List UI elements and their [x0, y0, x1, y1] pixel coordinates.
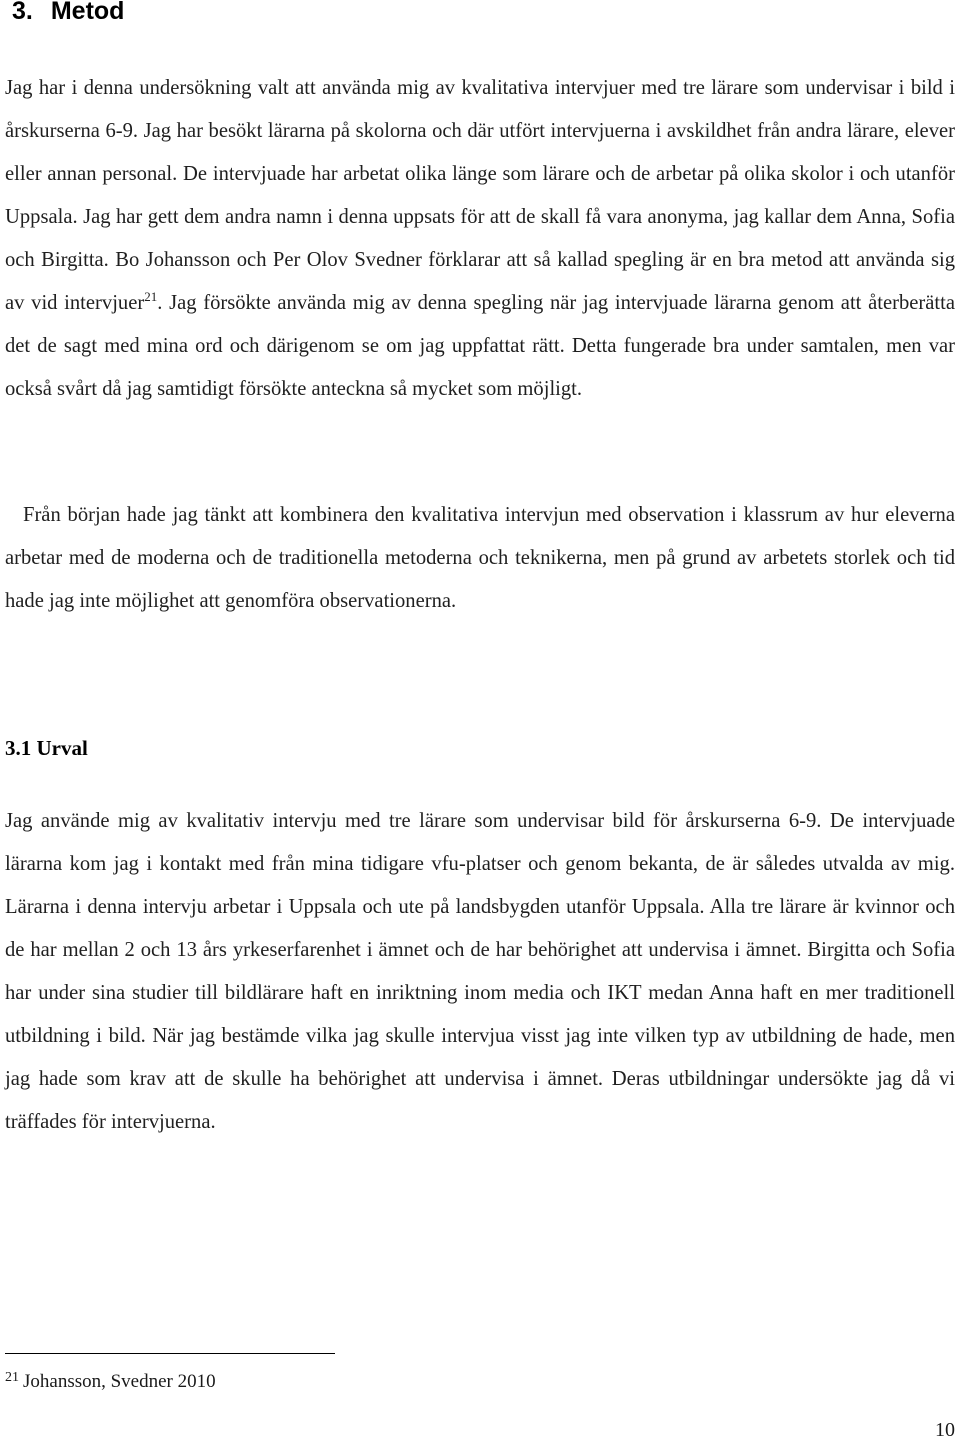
section-number: 3. [12, 0, 33, 25]
footnote-text: Johansson, Svedner 2010 [23, 1371, 216, 1392]
subsection-heading: 3.1 Urval [5, 736, 88, 760]
paragraph-text: Jag har i denna undersökning valt att använda mig av kvalitativa intervjuer med tre lärare som undervisar i bild i årskurserna 6-9. Jag har besökt lärarna på skolorna och där utfört intervjuerna i avskildhet från andra lärare, elever eller annan personal. De intervjuade har arbetat olika länge som lärare och de arbetar på olika skolor i och utanför Uppsala. Jag har gett dem andra namn i denna uppsats för att de skall få vara anonyma, jag kallar dem Anna, Sofia och Birgitta. Bo Johansson och Per Olov Svedner förklarar att så kallad spegling är en bra metod att använda sig av vid intervjuer [5, 77, 955, 314]
paragraph-selection: Jag använde mig av kvalitativ intervju med tre lärare som undervisar bild för årskurserna 6-9. De intervjuade lärarna kom jag i kontakt med från mina tidigare vfu-platser och genom bekanta, de är således utvalda av mig. Lärarna i denna intervju arbetar i Uppsala och ute på landsbygden utanför Uppsala. Alla tre lärare är kvinnor och de har mellan 2 och 13 års yrkeserfarenhet i ämnet och de har behörighet att undervisa i ämnet. Birgitta och Sofia har under sina studier till bildlärare haft en inriktning inom media och IKT medan Anna haft en mer traditionell utbildning i bild. När jag bestämde vilka jag skulle intervjua visst jag inte vilken typ av utbildning de hade, men jag hade som krav att de skulle ha behörighet att undervisa i ämnet. Deras utbildningar undersökte jag då vi träffades för intervjuerna. [5, 810, 955, 1133]
paragraph-text: . Jag försökte använda mig av denna spegling när jag intervjuade lärarna genom att återberätta det de sagt med mina ord och därigenom se om jag uppfattat rätt. Detta fungerade bra under samtalen, men var också svårt då jag samtidigt försökte anteckna så mycket som möjligt. [5, 292, 955, 400]
footnote [5, 1370, 216, 1394]
footnote-number: 21 [5, 1370, 19, 1385]
paragraph-method-intro [5, 67, 955, 411]
footnote-reference[interactable]: 21 [144, 289, 158, 304]
section-heading [12, 0, 124, 28]
footnote-divider [5, 1353, 335, 1354]
paragraph-observation: Från början hade jag tänkt att kombinera den kvalitativa intervjun med observation i klassrum av hur eleverna arbetar med de moderna och de traditionella metoderna och teknikerna, men på grund av arbetets storlek och tid hade jag inte möjlighet att genomföra observationerna. [5, 504, 955, 612]
section-title: Metod [50, 0, 125, 25]
page-number: 10 [935, 1419, 955, 1441]
